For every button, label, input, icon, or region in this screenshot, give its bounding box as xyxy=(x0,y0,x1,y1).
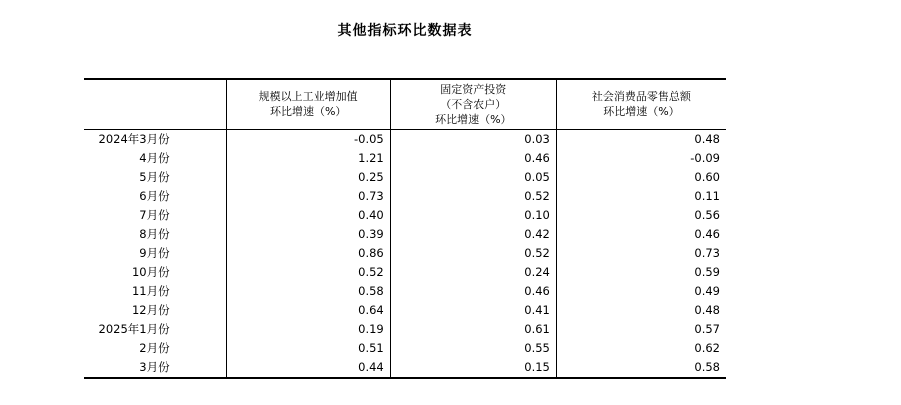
column-header-line: （不含农户） xyxy=(440,97,507,111)
value-cell: 0.59 xyxy=(556,263,726,282)
value-cell: 0.60 xyxy=(556,168,726,187)
table-row xyxy=(84,320,726,339)
value-cell: 0.10 xyxy=(390,206,556,225)
value-cell: -0.05 xyxy=(226,129,390,149)
column-header-line: 社会消费品零售总额 xyxy=(591,90,691,104)
column-header-2 xyxy=(390,79,556,129)
row-label-cell: 6月份 xyxy=(139,188,170,203)
indicator-table xyxy=(84,78,726,379)
value-cell: 0.48 xyxy=(556,301,726,320)
column-header-0 xyxy=(84,79,226,129)
row-label-cell: 5月份 xyxy=(139,169,170,184)
value-cell: 0.73 xyxy=(226,187,390,206)
value-cell: 0.58 xyxy=(556,358,726,378)
value-cell: 0.52 xyxy=(390,187,556,206)
value-cell: 0.86 xyxy=(226,244,390,263)
value-cell: 0.58 xyxy=(226,282,390,301)
value-cell: 0.15 xyxy=(390,358,556,378)
value-cell: 0.55 xyxy=(390,339,556,358)
table-row xyxy=(84,358,726,378)
value-cell: 0.52 xyxy=(226,263,390,282)
row-label-cell: 8月份 xyxy=(139,226,170,241)
value-cell: 0.41 xyxy=(390,301,556,320)
page-title: 其他指标环比数据表 xyxy=(337,23,473,39)
column-header-line: 规模以上工业增加值 xyxy=(258,90,358,104)
table-row xyxy=(84,339,726,358)
column-header-line: 环比增速（%） xyxy=(603,105,680,119)
row-label-cell: 2月份 xyxy=(139,340,170,355)
value-cell: 0.51 xyxy=(226,339,390,358)
value-cell: 0.49 xyxy=(556,282,726,301)
value-cell: 0.39 xyxy=(226,225,390,244)
value-cell: 0.52 xyxy=(390,244,556,263)
value-cell: 0.44 xyxy=(226,358,390,378)
column-header-line: 环比增速（%） xyxy=(435,112,512,126)
table-row xyxy=(84,187,726,206)
table-row xyxy=(84,263,726,282)
value-cell: 0.56 xyxy=(556,206,726,225)
value-cell: 0.46 xyxy=(556,225,726,244)
value-cell: 0.64 xyxy=(226,301,390,320)
value-cell: 0.46 xyxy=(390,149,556,168)
table-row xyxy=(84,301,726,320)
value-cell: 0.62 xyxy=(556,339,726,358)
table-row xyxy=(84,129,726,149)
value-cell: 0.42 xyxy=(390,225,556,244)
table-row xyxy=(84,206,726,225)
column-header-line: 固定资产投资 xyxy=(440,82,507,96)
column-header-1 xyxy=(226,79,390,129)
value-cell: 0.05 xyxy=(390,168,556,187)
value-cell: 0.19 xyxy=(226,320,390,339)
table-row xyxy=(84,282,726,301)
value-cell: 0.25 xyxy=(226,168,390,187)
row-label-cell: 9月份 xyxy=(139,245,170,260)
table-header-row xyxy=(84,79,726,129)
row-label-cell: 11月份 xyxy=(131,283,170,298)
row-label-cell: 10月份 xyxy=(131,264,170,279)
row-label-cell: 2025年1月份 xyxy=(98,321,170,336)
value-cell: 0.03 xyxy=(390,129,556,149)
table-row xyxy=(84,225,726,244)
value-cell: 0.73 xyxy=(556,244,726,263)
row-label-cell: 4月份 xyxy=(139,150,170,165)
column-header-3 xyxy=(556,79,726,129)
row-label-cell: 3月份 xyxy=(84,358,226,378)
table-row xyxy=(84,168,726,187)
value-cell: 0.61 xyxy=(390,320,556,339)
table-row xyxy=(84,244,726,263)
value-cell: -0.09 xyxy=(556,149,726,168)
row-label-cell: 12月份 xyxy=(131,302,170,317)
value-cell: 0.48 xyxy=(556,129,726,149)
row-label-cell: 2024年3月份 xyxy=(98,131,170,146)
value-cell: 0.40 xyxy=(226,206,390,225)
value-cell: 0.57 xyxy=(556,320,726,339)
table-row xyxy=(84,149,726,168)
row-label-cell: 7月份 xyxy=(139,207,170,222)
value-cell: 0.11 xyxy=(556,187,726,206)
column-header-line: 环比增速（%） xyxy=(269,105,347,119)
value-cell: 0.46 xyxy=(390,282,556,301)
value-cell: 1.21 xyxy=(226,149,390,168)
value-cell: 0.24 xyxy=(390,263,556,282)
table-body xyxy=(84,129,726,378)
